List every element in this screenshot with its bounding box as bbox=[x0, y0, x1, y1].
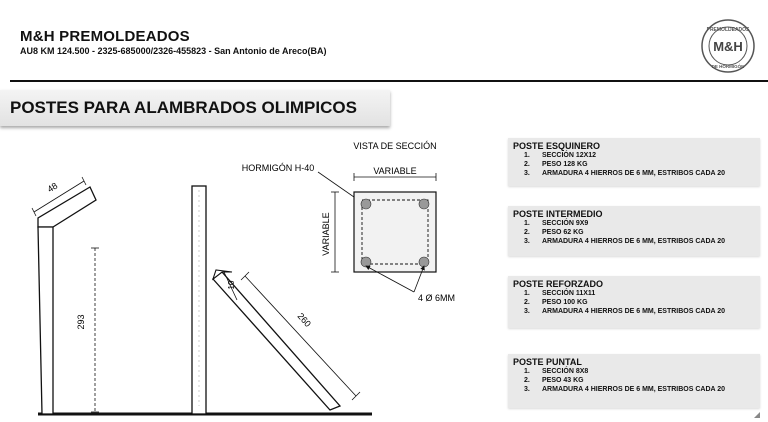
company-logo bbox=[700, 18, 756, 74]
resize-grip-icon[interactable] bbox=[750, 408, 766, 420]
logo-ring-bottom: DE HORMIGÓN bbox=[711, 64, 745, 69]
dim-293-label: 293 bbox=[76, 314, 86, 330]
spec-item: 1. SECCIÓN 9X9 bbox=[524, 220, 589, 227]
spec-title: POSTE REFORZADO bbox=[513, 279, 604, 289]
spec-item: 2. PESO 100 KG bbox=[524, 299, 588, 306]
dim-48-label: 48 bbox=[45, 180, 60, 195]
variable-vertical-label: VARIABLE bbox=[321, 212, 331, 256]
spec-item: 2. PESO 128 KG bbox=[524, 161, 588, 168]
post-technical-drawing bbox=[0, 130, 500, 422]
logo-ring-top: PREMOLDEADOS bbox=[706, 27, 750, 33]
rebar-circle bbox=[361, 257, 371, 267]
spec-item: 3. ARMADURA 4 HIERROS DE 6 MM, ESTRIBOS CADA 20 bbox=[524, 238, 726, 245]
variable-horizontal-label: VARIABLE bbox=[373, 166, 417, 176]
rebar-circle bbox=[361, 199, 371, 209]
spec-item: 2. PESO 62 KG bbox=[524, 229, 584, 236]
spec-item: 1. SECCIÓN 12X12 bbox=[524, 152, 597, 159]
spec-card bbox=[508, 276, 760, 328]
spec-item: 3. ARMADURA 4 HIERROS DE 6 MM, ESTRIBOS CADA 20 bbox=[524, 170, 726, 177]
rebar-circle bbox=[419, 199, 429, 209]
company-address: AU8 KM 124.500 - 2325-685000/2326-455823 - San Antonio de Areco(BA) bbox=[20, 46, 327, 56]
title-banner bbox=[0, 90, 390, 126]
spec-title: POSTE INTERMEDIO bbox=[513, 209, 603, 219]
spec-item: 1. SECCIÓN 8X8 bbox=[524, 368, 589, 375]
bent-post bbox=[38, 187, 96, 227]
bent-post-shaft bbox=[38, 227, 53, 414]
header-divider bbox=[10, 80, 768, 82]
rebar-label: 4 Ø 6MM bbox=[418, 293, 456, 303]
spec-item: 1. SECCIÓN 11X11 bbox=[524, 290, 596, 297]
dim-260-label: 260 bbox=[295, 311, 313, 329]
spec-card bbox=[508, 138, 760, 186]
dim-10-label: 10 bbox=[227, 280, 236, 290]
page-title: POSTES PARA ALAMBRADOS OLIMPICOS bbox=[10, 98, 357, 117]
spec-title: POSTE ESQUINERO bbox=[513, 141, 601, 151]
spec-title: POSTE PUNTAL bbox=[513, 357, 582, 367]
section-view-title: VISTA DE SECCIÓN bbox=[353, 141, 437, 151]
logo-text: M&H bbox=[713, 39, 743, 54]
strut-post bbox=[213, 272, 340, 410]
spec-item: 3. ARMADURA 4 HIERROS DE 6 MM, ESTRIBOS CADA 20 bbox=[524, 308, 726, 315]
spec-item: 3. ARMADURA 4 HIERROS DE 6 MM, ESTRIBOS CADA 20 bbox=[524, 386, 726, 393]
spec-card bbox=[508, 206, 760, 256]
concrete-label: HORMIGÓN H-40 bbox=[241, 163, 315, 173]
company-name: M&H PREMOLDEADOS bbox=[20, 28, 190, 45]
spec-item: 2. PESO 43 KG bbox=[524, 377, 584, 384]
spec-card bbox=[508, 354, 760, 408]
rebar-circle bbox=[419, 257, 429, 267]
